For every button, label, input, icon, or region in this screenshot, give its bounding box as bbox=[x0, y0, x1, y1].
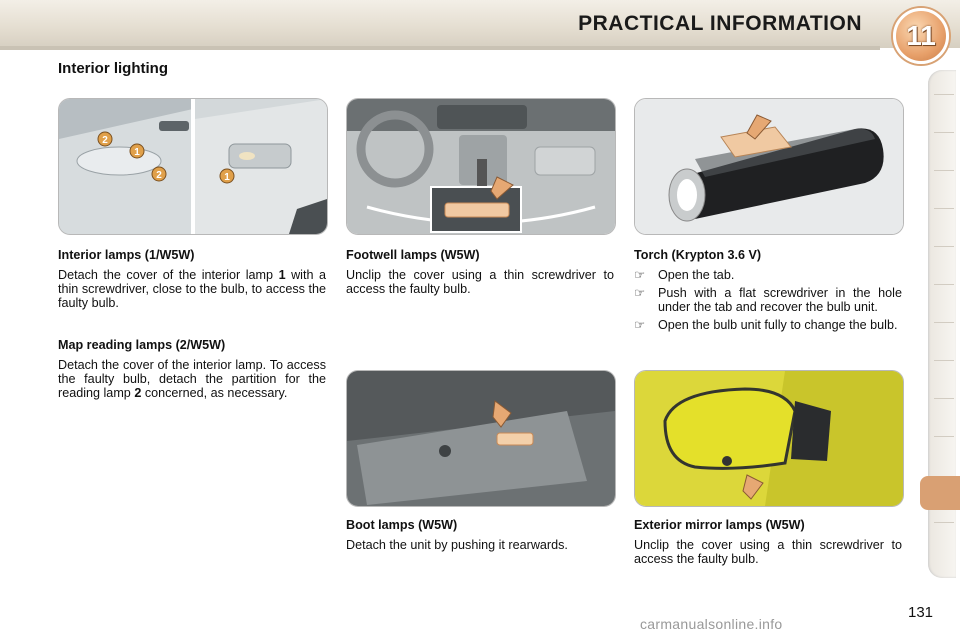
mirror-heading: Exterior mirror lamps (W5W) bbox=[634, 518, 805, 532]
mirror-lamp-photo bbox=[634, 370, 904, 507]
tab-divider bbox=[934, 360, 954, 361]
map-reading-text-start: Detach the cover of the interior lamp. To access the faulty bulb, detach the partition for the reading lamp bbox=[58, 358, 326, 400]
section-title: Interior lighting bbox=[58, 60, 168, 77]
torch-step-text: Open the tab. bbox=[658, 268, 735, 282]
map-reading-text-end: concerned, as necessary. bbox=[141, 386, 288, 400]
interior-lamp-illustration bbox=[59, 99, 327, 234]
interior-lamps-heading: Interior lamps (1/W5W) bbox=[58, 248, 195, 262]
tab-divider bbox=[934, 522, 954, 523]
mirror-illustration bbox=[635, 371, 903, 506]
boot-text: Detach the unit by pushing it rearwards. bbox=[346, 538, 568, 552]
dashboard-illustration bbox=[347, 99, 615, 234]
page-number: 131 bbox=[908, 604, 934, 621]
map-reading-heading: Map reading lamps (2/W5W) bbox=[58, 338, 226, 352]
active-chapter-tab[interactable] bbox=[920, 476, 960, 510]
footwell-heading: Footwell lamps (W5W) bbox=[346, 248, 480, 262]
callout-1: 1 bbox=[224, 172, 230, 183]
header-rule bbox=[0, 46, 880, 50]
hand-pointer-icon: ☞ bbox=[634, 318, 646, 332]
torch-heading: Torch (Krypton 3.6 V) bbox=[634, 248, 762, 262]
torch-photo bbox=[634, 98, 904, 235]
torch-illustration bbox=[635, 99, 903, 234]
tab-divider bbox=[934, 170, 954, 171]
callout-2: 2 bbox=[102, 135, 108, 146]
torch-step-text: Open the bulb unit fully to change the bulb. bbox=[658, 318, 898, 332]
tab-divider bbox=[934, 322, 954, 323]
torch-block bbox=[634, 248, 902, 336]
lamp-number-ref: 2 bbox=[134, 386, 142, 400]
tab-divider bbox=[934, 132, 954, 133]
tab-divider bbox=[934, 246, 954, 247]
map-reading-block bbox=[58, 338, 326, 400]
tab-divider bbox=[934, 436, 954, 437]
lamp-number-ref: 1 bbox=[278, 268, 286, 282]
map-reading-text bbox=[58, 358, 326, 400]
mirror-block bbox=[634, 518, 902, 566]
callout-2: 2 bbox=[156, 170, 162, 181]
watermark: carmanualsonline.info bbox=[640, 616, 783, 632]
interior-lamp-photo bbox=[58, 98, 328, 235]
tab-divider bbox=[934, 398, 954, 399]
footwell-block bbox=[346, 248, 614, 296]
interior-lamps-text bbox=[58, 268, 326, 310]
interior-lamps-text-end: with a thin screwdriver, close to the bulb, to access the faulty bulb. bbox=[58, 268, 326, 310]
chapter-title: PRACTICAL INFORMATION bbox=[578, 12, 862, 35]
chapter-number-badge: 11 bbox=[893, 8, 949, 64]
torch-step bbox=[634, 286, 902, 314]
torch-step-text: Push with a flat screwdriver in the hole under the tab and recover the bulb unit. bbox=[658, 286, 902, 314]
torch-step bbox=[634, 318, 902, 332]
torch-step bbox=[634, 268, 902, 282]
tab-divider bbox=[934, 94, 954, 95]
hand-pointer-icon: ☞ bbox=[634, 268, 646, 282]
callout-1: 1 bbox=[134, 147, 140, 158]
boot-heading: Boot lamps (W5W) bbox=[346, 518, 458, 532]
boot-lamp-photo bbox=[346, 370, 616, 507]
footwell-lamp-photo bbox=[346, 98, 616, 235]
tab-divider bbox=[934, 208, 954, 209]
tab-divider bbox=[934, 284, 954, 285]
mirror-text: Unclip the cover using a thin screwdriver to access the faulty bulb. bbox=[634, 538, 902, 566]
interior-lamps-block bbox=[58, 248, 326, 310]
interior-lamps-text-start: Detach the cover of the interior lamp bbox=[58, 268, 279, 282]
boot-illustration bbox=[347, 371, 615, 506]
page-header bbox=[0, 0, 960, 48]
hand-pointer-icon: ☞ bbox=[634, 286, 646, 300]
footwell-text: Unclip the cover using a thin screwdriver to access the faulty bulb. bbox=[346, 268, 614, 296]
boot-block bbox=[346, 518, 614, 552]
